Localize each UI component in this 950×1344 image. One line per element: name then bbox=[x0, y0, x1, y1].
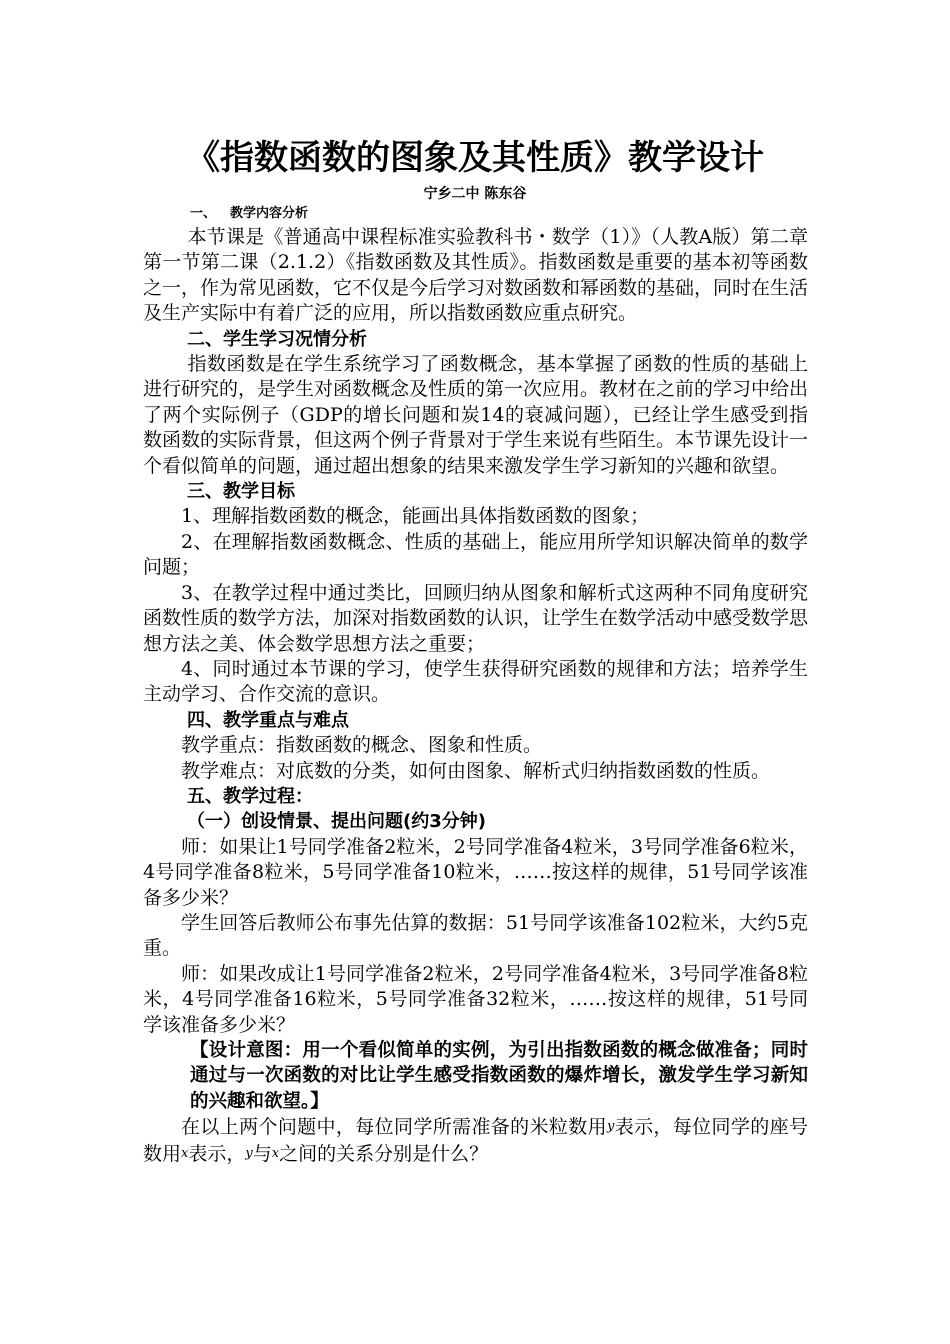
section-1-heading bbox=[143, 203, 808, 225]
teacher-question-2: 师：如果改成让1号同学准备2粒米，2号同学准备4粒米，3号同学准备8粒米，4号同学准备16粒米，5号同学准备32粒米，……按这样的规律，51号同学该准备多少米？ bbox=[143, 962, 808, 1036]
teaching-key-point: 教学重点：指数函数的概念、图象和性质。 bbox=[181, 734, 543, 757]
goal-1: 1、理解指数函数的概念，能画出具体指数函数的图象； bbox=[181, 505, 650, 528]
teaching-difficulty: 教学难点：对底数的分类，如何由图象、解析式归纳指数函数的性质。 bbox=[181, 759, 771, 782]
section-1-paragraph: 本节课是《普通高中课程标准实验教科书・数学（1）》（人教A版）第二章第一节第二课（2.1.2）《指数函数及其性质》。指数函数是重要的基本初等函数之一，作为常见函数，它不仅是今后学习对数函数和幂函数的基础，同时在生活及生产实际中有着广泛的应用，所以指数函数应重点研究。 bbox=[143, 226, 809, 325]
document-title: 《指数函数的图象及其性质》教学设计 bbox=[186, 138, 764, 178]
section-5-subheading: （一）创设情景、提出问题(约3分钟) bbox=[187, 811, 486, 833]
variable-x: x bbox=[181, 1145, 189, 1161]
design-intent: 【设计意图：用一个看似简单的实例，为引出指数函数的概念做准备；同时通过与一次函数的对比让学生感受指数函数的爆炸增长，激发学生学习新知的兴趣和欲望。】 bbox=[190, 1040, 808, 1112]
student-answer: 学生回答后教师公布事先估算的数据：51号同学该准备102粒米，大约5克重。 bbox=[143, 911, 808, 960]
variable-x-2: x bbox=[271, 1145, 280, 1161]
section-3-heading: 三、教学目标 bbox=[187, 481, 295, 503]
relation-text-c: 表示， bbox=[188, 1142, 246, 1165]
relation-text-d: 与 bbox=[252, 1142, 272, 1165]
goal-2: 2、在理解指数函数概念、性质的基础上，能应用所学知识解决简单的数学问题； bbox=[143, 530, 808, 579]
section-2-paragraph: 指数函数是在学生系统学习了函数概念，基本掌握了函数的性质的基础上进行研究的，是学生对函数概念及性质的第一次应用。教材在之前的学习中给出了两个实际例子（GDP的增长问题和炭14的衰减问题），已经让学生感受到指数函数的实际背景，但这两个例子背景对于学生来说有些陌生。本节课先设计一个看似简单的问题，通过超出想象的结果来激发学生学习新知的兴趣和欲望。 bbox=[143, 353, 809, 477]
section-1-title: 教学内容分析 bbox=[230, 206, 309, 221]
goal-3: 3、在教学过程中通过类比，回顾归纳从图象和解析式这两种不同角度研究函数性质的数学方法，加深对指数函数的认识，让学生在数学活动中感受数学思想方法之美、体会数学思想方法之重要； bbox=[143, 581, 809, 655]
document-author: 宁乡二中 陈东谷 bbox=[423, 186, 527, 202]
relation-question bbox=[143, 1114, 808, 1167]
relation-text-e: 之间的关系分别是什么？ bbox=[279, 1142, 489, 1165]
variable-y: y bbox=[606, 1119, 615, 1135]
goal-4: 4、同时通过本节课的学习，使学生获得研究函数的规律和方法；培养学生主动学习、合作交流的意识。 bbox=[143, 657, 808, 706]
section-4-heading: 四、教学重点与难点 bbox=[187, 709, 349, 731]
relation-text-b: 表示，每位同学的座号数用 bbox=[143, 1116, 808, 1165]
teacher-question-1: 师：如果让1号同学准备2粒米，2号同学准备4粒米，3号同学准备6粒米，4号同学准备8粒米，5号同学准备10粒米，……按这样的规律，51号同学该准备多少米？ bbox=[143, 835, 808, 909]
section-2-heading: 二、学生学习况情分析 bbox=[187, 328, 367, 350]
document-body bbox=[143, 203, 808, 1167]
section-1-number: 一、 bbox=[190, 206, 217, 221]
relation-text-a: 在以上两个问题中，每位同学所需准备的米粒数用 bbox=[181, 1116, 607, 1139]
variable-y-2: y bbox=[245, 1145, 253, 1161]
section-5-heading: 五、教学过程： bbox=[187, 785, 313, 807]
